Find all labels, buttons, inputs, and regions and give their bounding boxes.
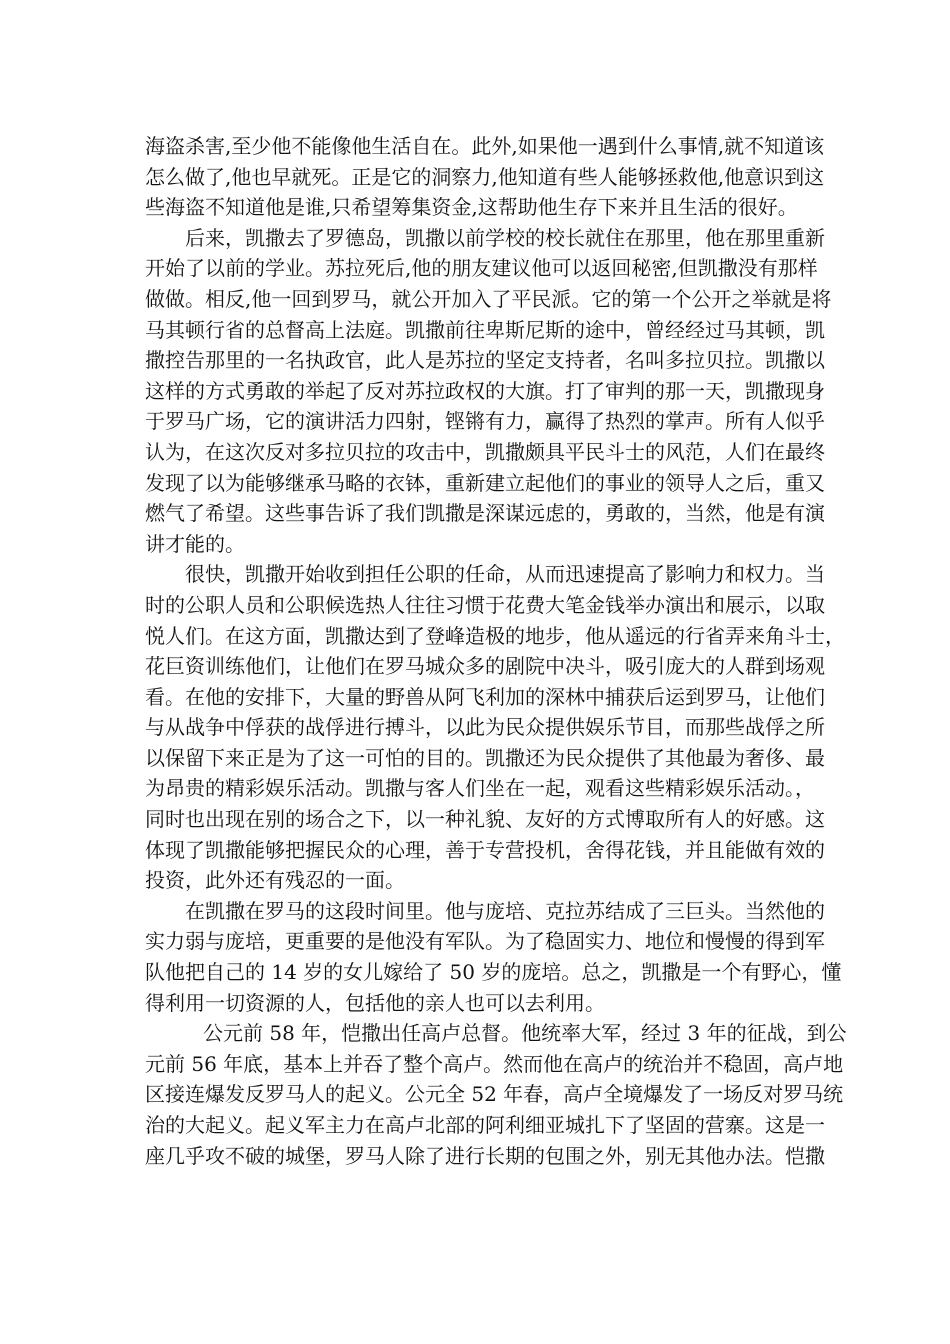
- text-line: 怎么做了,他也早就死。正是它的洞察力,他知道有些人能够拯救他,他意识到这: [145, 164, 825, 189]
- text-line: 撒控告那里的一名执政官，此人是苏拉的坚定支持者，名叫多拉贝拉。凯撒以: [145, 348, 825, 373]
- text-line: 海盗杀害,至少他不能像他生活自在。此外,如果他一遇到什么事情,就不知道该: [145, 134, 825, 158]
- text-line: 开始了以前的学业。苏拉死后,他的朋友建议他可以返回秘密,但凯撒没有那样: [145, 256, 818, 281]
- text-line: 队他把自己的 14 岁的女儿嫁给了 50 岁的庞培。总之，凯撒是一个有野心，懂: [145, 960, 842, 985]
- text-line: 认为，在这次反对多拉贝拉的攻击中，凯撒颇具平民斗士的风范，人们在最终: [145, 439, 825, 464]
- text-line: 得利用一切资源的人，包括他的亲人也可以去利用。: [145, 990, 605, 1015]
- text-line: 实力弱与庞培，更重要的是他没有军队。为了稳固实力、地位和慢慢的得到军: [145, 929, 825, 954]
- text-line: 元前 56 年底，基本上并吞了整个高卢。然而他在高卢的统治并不稳固，高卢地: [145, 1051, 844, 1076]
- text-line: 区接连爆发反罗马人的起义。公元全 52 年春，高卢全境爆发了一场反对罗马统: [145, 1082, 844, 1107]
- text-line: 时的公职人员和公职候选热人往往习惯于花费大笔金钱举办演出和展示，以取: [145, 592, 825, 617]
- text-line: 燃气了希望。这些事告诉了我们凯撒是深谋远虑的，勇敢的，当然，他是有演: [145, 501, 825, 526]
- text-line: 这样的方式勇敢的举起了反对苏拉政权的大旗。打了审判的那一天，凯撒现身: [145, 378, 825, 403]
- text-line: 治的大起义。起义军主力在高卢北部的阿利细亚城扎下了坚固的营寨。这是一: [145, 1113, 825, 1137]
- text-line: 看。在他的安排下，大量的野兽从阿飞利加的深林中捕获后运到罗马，让他们: [145, 684, 825, 709]
- text-line: 些海盗不知道他是谁,只希望筹集资金,这帮助他生存下来并且生活的很好。: [145, 195, 798, 220]
- text-line: 体现了凯撒能够把握民众的心理，善于专营投机，舍得花钱，并且能做有效的: [145, 837, 825, 862]
- text-line: 为昂贵的精彩娱乐活动。凯撒与客人们坐在一起，观看这些精彩娱乐活动。，: [145, 776, 815, 801]
- text-line: 于罗马广场，它的演讲活力四射，铿锵有力，赢得了热烈的掌声。所有人似乎: [145, 409, 825, 434]
- text-line: 很快，凯撒开始收到担任公职的任命，从而迅速提高了影响力和权力。当: [185, 562, 825, 587]
- text-line: 花巨资训练他们，让他们在罗马城众多的剧院中决斗，吸引庞大的人群到场观: [145, 654, 825, 679]
- text-line: 与从战争中俘获的战俘进行搏斗，以此为民众提供娱乐节目，而那些战俘之所: [145, 715, 825, 740]
- text-line: 座几乎攻不破的城堡，罗马人除了进行长期的包围之外，别无其他办法。恺撒: [145, 1143, 825, 1168]
- text-line: 公元前 58 年，恺撒出任高卢总督。他统率大军，经过 3 年的征战，到公: [203, 1021, 847, 1046]
- text-line: 投资，此外还有残忍的一面。: [145, 868, 405, 893]
- text-line: 马其顿行省的总督高上法庭。凯撒前往卑斯尼斯的途中，曾经经过马其顿，凯: [145, 317, 825, 342]
- text-line: 后来，凯撒去了罗德岛，凯撒以前学校的校长就住在那里，他在那里重新: [185, 225, 825, 250]
- text-line: 同时也出现在别的场合之下，以一种礼貌、友好的方式博取所有人的好感。这: [145, 807, 825, 832]
- text-line: 讲才能的。: [145, 531, 245, 556]
- text-line: 发现了以为能够继承马略的衣钵，重新建立起他们的事业的领导人之后，重又: [145, 470, 825, 495]
- text-line: 在凯撒在罗马的这段时间里。他与庞培、克拉苏结成了三巨头。当然他的: [185, 898, 825, 923]
- text-line: 做做。相反,他一回到罗马，就公开加入了平民派。它的第一个公开之举就是将: [145, 286, 832, 311]
- text-line: 悦人们。在这方面，凯撒达到了登峰造极的地步，他从遥远的行省弄来角斗士，: [145, 623, 845, 648]
- body-text: [145, 131, 847, 1171]
- text-line: 以保留下来正是为了这一可怕的目的。凯撒还为民众提供了其他最为奢侈、最: [145, 745, 825, 770]
